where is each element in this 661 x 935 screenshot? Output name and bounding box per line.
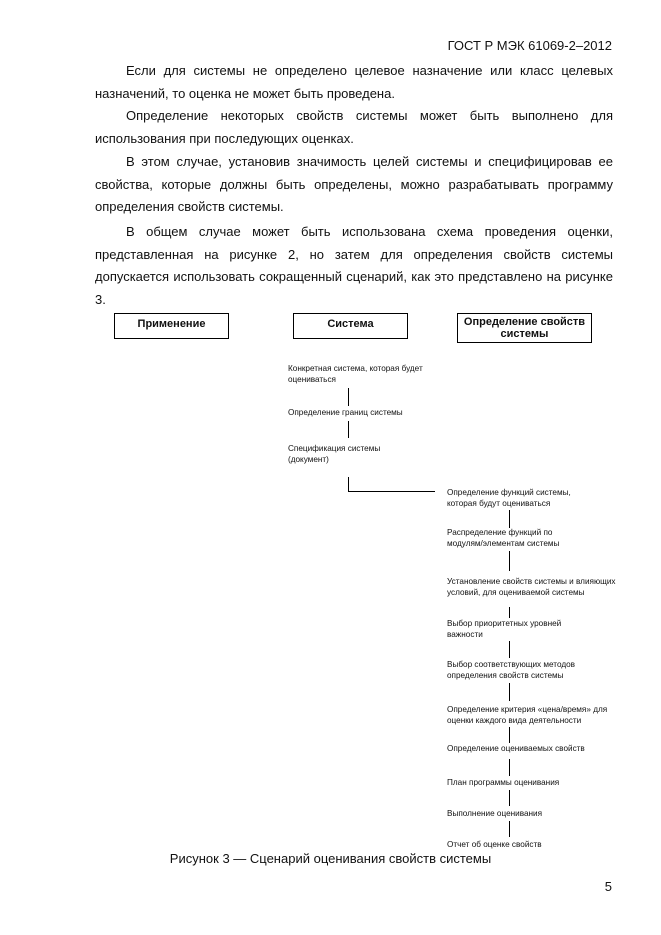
system-step: Конкретная система, которая будет оцениваться	[288, 364, 423, 384]
column-properties: Определение свойств системы	[457, 313, 592, 343]
property-step: Выбор приоритетных уровней важности	[447, 619, 562, 639]
connector-line	[348, 388, 349, 406]
figure-caption: Рисунок 3 — Сценарий оценивания свойств системы	[169, 851, 492, 866]
property-step: Определение функций системы, которая будут оцениваться	[447, 488, 571, 508]
connector-line	[348, 477, 349, 492]
connector-line	[509, 790, 510, 806]
connector-line	[509, 641, 510, 658]
column-system: Система	[293, 313, 408, 339]
document-number: ГОСТ Р МЭК 61069-2–2012	[447, 38, 612, 53]
system-step: Определение границ системы	[288, 408, 403, 417]
system-step: Спецификация системы (документ)	[288, 444, 381, 464]
connector-line	[509, 821, 510, 837]
paragraph-3: В этом случае, установив значимость целей системы и специфицировав ее свойства, которые должны быть определены, можно разрабатывать программу определения свойств системы.	[95, 154, 613, 214]
paragraph-4: В общем случае может быть использована схема проведения оценки, представленная на рисунке 2, но затем для определения свойств системы допускается использовать сокращенный сценарий, как это представлено на рисунке 3.	[95, 224, 613, 307]
property-step: Определение критерия «цена/время» для оценки каждого вида деятельности	[447, 705, 608, 725]
page-number: 5	[604, 879, 612, 894]
property-step: Выбор соответствующих методов определения свойств системы	[447, 660, 576, 680]
connector-line	[509, 607, 510, 618]
connector-line	[509, 551, 510, 571]
property-step: Установление свойств системы и влияющих условий, для оцениваемой системы	[447, 577, 616, 597]
property-step: Распределение функций по модулям/элементам системы	[447, 528, 560, 548]
column-application: Применение	[114, 313, 229, 339]
paragraph-2: Определение некоторых свойств системы может быть выполнено для использования при последующих оценках.	[95, 108, 613, 146]
property-step: Определение оцениваемых свойств	[447, 744, 585, 753]
property-step: Отчет об оценке свойств	[447, 840, 542, 849]
connector-line	[509, 510, 510, 528]
connector-line	[509, 683, 510, 701]
paragraph-1: Если для системы не определено целевое назначение или класс целевых назначений, то оценка не может быть проведена.	[95, 63, 613, 101]
connector-line	[509, 727, 510, 743]
property-step: План программы оценивания	[447, 778, 560, 787]
connector-line	[348, 491, 435, 492]
property-step: Выполнение оценивания	[447, 809, 543, 818]
connector-line	[509, 759, 510, 776]
connector-line	[348, 421, 349, 438]
